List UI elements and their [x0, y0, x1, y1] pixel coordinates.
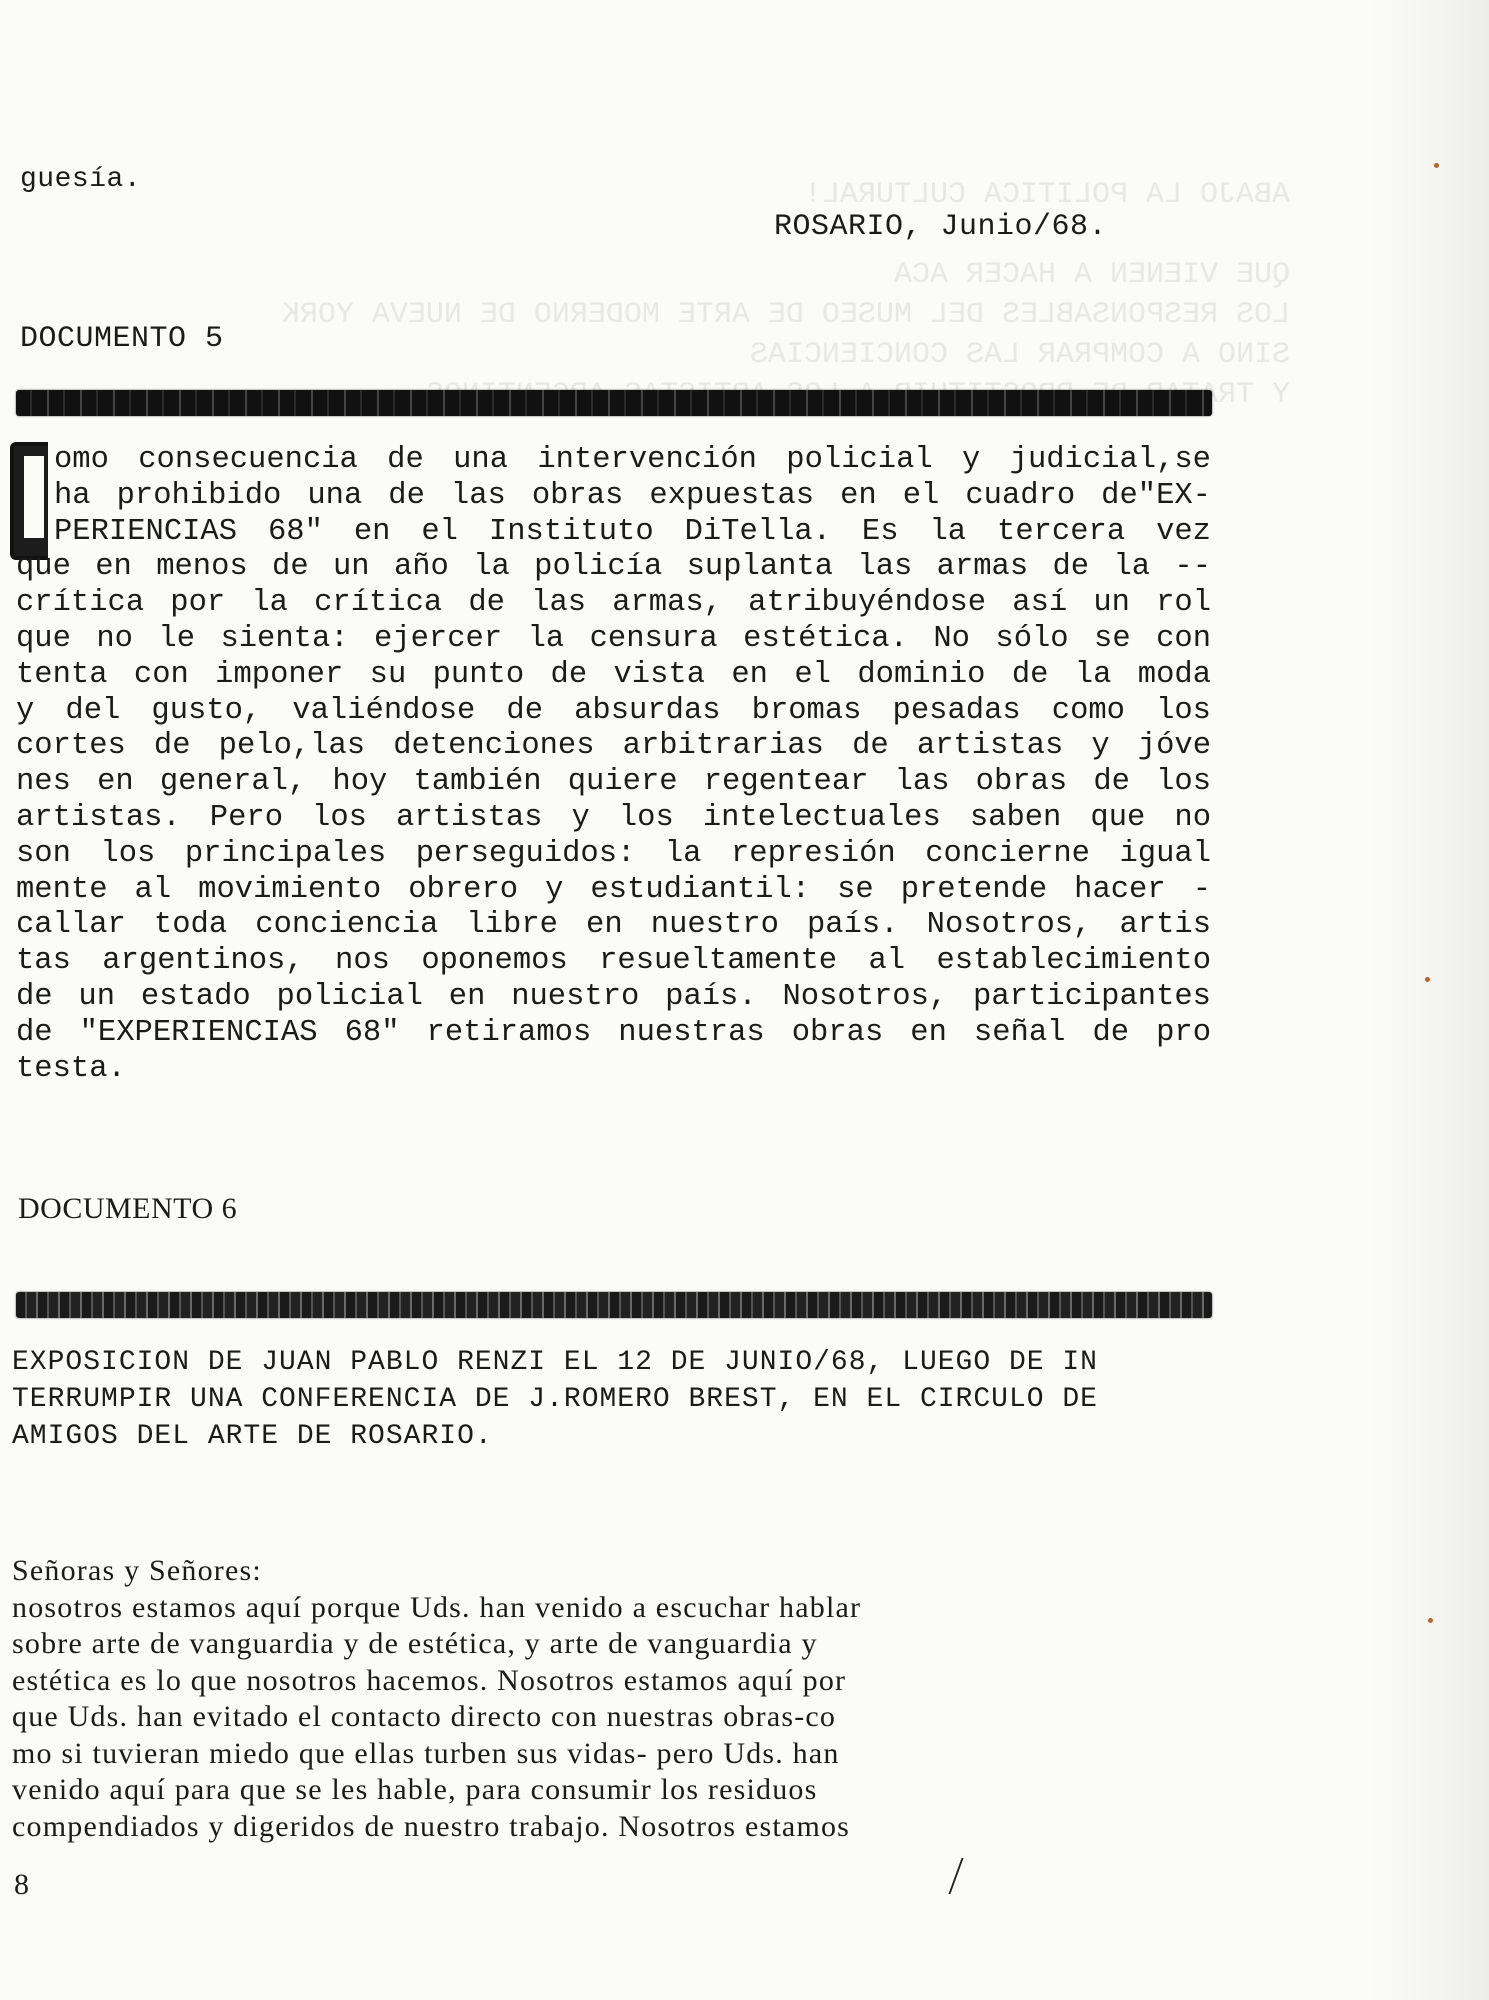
- fragment-text: guesía.: [20, 164, 142, 195]
- intro-line: TERRUMPIR UNA CONFERENCIA DE J.ROMERO BREST, EN EL CIRCULO DE: [12, 1384, 1098, 1415]
- body-line: que no le sienta: ejercer la censura estética. No sólo se con: [16, 621, 1211, 656]
- margin-speck: [1425, 977, 1430, 982]
- intro-line: AMIGOS DEL ARTE DE ROSARIO.: [12, 1421, 493, 1452]
- body-line: tas argentinos, nos oponemos resueltamente al establecimiento: [16, 944, 1211, 979]
- body-line: de "EXPERIENCIAS 68" retiramos nuestras obras en señal de pro: [16, 1015, 1211, 1050]
- page-number: 8: [14, 1868, 30, 1901]
- document-5-heading: DOCUMENTO 5: [20, 322, 224, 356]
- body-line: artistas. Pero los artistas y los intelectuales saben que no: [16, 800, 1211, 835]
- body-line: omo consecuencia de una intervención policial y judicial,se: [54, 443, 1211, 477]
- body-line: ha prohibido una de las obras expuestas en el cuadro de"EX-: [54, 478, 1211, 513]
- speech-line: compendiados y digeridos de nuestro trabajo. Nosotros estamos: [12, 1809, 851, 1843]
- body-line: crítica por la crítica de las armas, atribuyéndose así un rol: [16, 586, 1211, 621]
- margin-speck: [1434, 163, 1439, 168]
- body-line: que en menos de un año la policía suplanta las armas de la --: [16, 550, 1211, 585]
- body-line: PERIENCIAS 68" en el Instituto DiTella. Es la tercera vez: [54, 514, 1211, 549]
- body-line: testa.: [16, 1051, 126, 1086]
- body-line: tenta con imponer su punto de vista en el dominio de la moda: [16, 657, 1211, 692]
- place-date: ROSARIO, Junio/68.: [774, 210, 1108, 244]
- speech-line: mo si tuvieran miedo que ellas turben sus vidas- pero Uds. han: [12, 1736, 840, 1770]
- page-edge-shadow: [1369, 0, 1489, 2000]
- speech-line: que Uds. han evitado el contacto directo con nuestras obras-co: [12, 1700, 837, 1733]
- body-line: y del gusto, valiéndose de absurdas bromas pesadas como los: [16, 693, 1211, 728]
- body-line: callar toda conciencia libre en nuestro país. Nosotros, artis: [16, 908, 1211, 943]
- document-6-speech: [12, 1553, 1222, 1882]
- speech-line: estética es lo que nosotros hacemos. Nosotros estamos aquí por: [12, 1663, 847, 1697]
- body-line: nes en general, hoy también quiere regentear las obras de los: [16, 765, 1211, 800]
- speech-line: venido aquí para que se les hable, para consumir los residuos: [12, 1773, 818, 1806]
- speech-line: nosotros estamos aquí porque Uds. han venido a escuchar hablar: [12, 1590, 862, 1624]
- black-rule-bar: [16, 1292, 1212, 1318]
- speech-line: sobre arte de vanguardia y de estética, y arte de vanguardia y: [12, 1627, 818, 1660]
- speech-line: [12, 1845, 1222, 1882]
- document-6-intro: [12, 1344, 1098, 1455]
- body-line: cortes de pelo,las detenciones arbitrarias de artistas y jóve: [16, 729, 1211, 764]
- body-line: son los principales perseguidos: la represión concierne igual: [16, 836, 1211, 871]
- speech-line: Señoras y Señores:: [12, 1554, 262, 1587]
- body-line: de un estado policial en nuestro país. Nosotros, participantes: [16, 979, 1211, 1014]
- bleed-through-text: ABAJO LA POLITICA CULTURAL! QUE VIENEN A HACER ACA LOS RESPONSABLES DEL MUSEO DE ARTE MODERNO DE NUEVA YORK SINO A COMPRAR LAS CONCIENCIAS Y: [281, 178, 1290, 412]
- black-rule-bar: [16, 390, 1212, 416]
- body-line: mente al movimiento obrero y estudiantil: se pretende hacer -: [16, 872, 1211, 907]
- document-5-body: [16, 443, 1211, 1087]
- intro-line: EXPOSICION DE JUAN PABLO RENZI EL 12 DE JUNIO/68, LUEGO DE IN: [12, 1347, 1098, 1378]
- document-6-heading: DOCUMENTO 6: [18, 1192, 238, 1225]
- margin-speck: [1428, 1618, 1433, 1623]
